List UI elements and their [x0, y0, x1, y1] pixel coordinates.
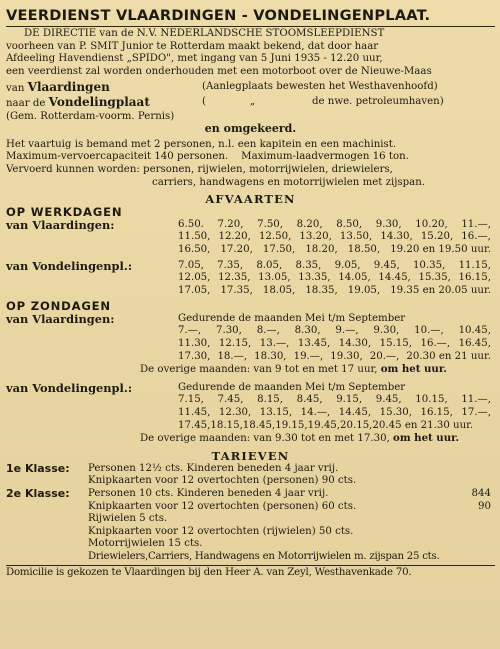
- departure-time: 15.20,: [420, 231, 454, 243]
- route-return: en omgekeerd.: [204, 123, 297, 136]
- intro-line: voorheen van P. SMIT Junior te Rotterdam maakt bekend, dat door haar: [6, 40, 379, 52]
- departure-time: 17.35,: [220, 284, 253, 296]
- route-from-note: (Aanlegplaats bewesten het Westhavenhoofd): [202, 81, 438, 93]
- zondagen-other-bold: om het uur.: [380, 363, 447, 376]
- intro-text: [6, 28, 495, 78]
- departure-time: 12.35,: [218, 272, 251, 284]
- departure-time: 12.05,: [178, 272, 211, 284]
- klasse-2-line-wide: Driewielers,Carriers, Handwagens en Motorrijwielen m. zijspan 25 cts.: [88, 550, 440, 562]
- departure-time: 8.—,: [256, 325, 280, 337]
- departure-time: 19.30,: [330, 350, 363, 362]
- departure-time: 16.15,: [420, 407, 453, 419]
- departure-time: 17.—,: [461, 407, 491, 419]
- departure-time: 12.15,: [218, 338, 252, 350]
- departure-time: 8.20,: [296, 218, 323, 230]
- departure-time: 13.05,: [258, 272, 291, 284]
- zondagen-from-label-2: van Vondelingenpl.:: [6, 380, 133, 395]
- vessel-line: Het vaartuig is bemand met 2 personen, n.l. een kapitein en een machinist.: [6, 138, 397, 150]
- departure-time: 11.—,: [461, 218, 491, 230]
- zondagen-other-text-2: De overige maanden: van 9.30 tot en met 17.30,: [140, 433, 390, 445]
- departure-time: 18.20,: [305, 243, 338, 255]
- time-row: [178, 420, 495, 433]
- klasse-1-line: Knipkaarten voor 12 overtochten (personen) 90 cts.: [88, 475, 357, 487]
- werkdagen-from-label: van Vlaardingen:: [6, 217, 115, 232]
- departure-time: 14.—,: [300, 407, 331, 419]
- departure-time: 14.05,: [338, 272, 371, 284]
- klasse-2-line: Motorrijwielen 15 cts.: [88, 538, 203, 550]
- departure-time: 13.20,: [299, 231, 332, 243]
- route-to-place: Vondelingplaat: [48, 94, 150, 109]
- departure-time: 9.05,: [334, 259, 361, 271]
- time-row: [178, 407, 495, 420]
- departure-time: 9.45,: [375, 394, 402, 406]
- zondagen-other-text: De overige maanden: van 9 tot en met 17 uur,: [140, 364, 378, 376]
- klasse-2-line: Knipkaarten voor 12 overtochten (rijwielen) 50 cts.: [88, 525, 354, 537]
- departure-time: 17.30,: [178, 350, 211, 362]
- route-from: [6, 81, 495, 96]
- tarief-klasse-2: [6, 488, 495, 551]
- klasse-1-line: Personen 12½ cts. Kinderen beneden 4 jaar vrij.: [88, 462, 339, 474]
- zondagen-vlaardingen: [6, 300, 495, 363]
- departure-time: 7.35,: [217, 259, 244, 271]
- zondagen-other-bold-2: om het uur.: [393, 432, 460, 445]
- headline: VEERDIENST VLAARDINGEN - VONDELINGENPLAAT.: [6, 7, 431, 24]
- departure-time: 10.20,: [415, 218, 448, 230]
- departure-time: 11.15,: [458, 259, 491, 271]
- werkdagen-vlaardingen: [6, 206, 495, 256]
- footer-rule: [6, 565, 495, 566]
- departure-time: 7.—,: [178, 325, 202, 337]
- route-from-place: Vlaardingen: [27, 80, 110, 95]
- vessel-line: Maximum-vervoercapaciteit 140 personen. Maximum-laadvermogen 16 ton.: [6, 151, 409, 163]
- ad-number-2: 90: [478, 500, 491, 512]
- departure-time: 7.05,: [178, 259, 204, 271]
- departure-time: 11.—,: [461, 394, 491, 406]
- departure-time: 8.50,: [336, 218, 363, 230]
- departure-time: 13.50,: [339, 231, 373, 243]
- zondagen-other-months: [6, 363, 495, 377]
- departure-time: 16.—,: [420, 338, 451, 350]
- zondagen-from-label: van Vlaardingen:: [6, 311, 115, 326]
- route-to-note-open: (: [202, 95, 206, 107]
- departure-time: 13.15,: [259, 407, 293, 419]
- afvaarten-title: AFVAARTEN: [205, 192, 296, 207]
- departure-time: 14.45,: [378, 272, 411, 284]
- intro-line: DE DIRECTIE van de N.V. NEDERLANDSCHE STOOMSLEEPDIENST: [24, 28, 385, 39]
- departure-time: 13.45,: [297, 338, 331, 350]
- zondagen-period: Gedurende de maanden Mei t/m September: [178, 312, 406, 324]
- zondagen-times-2: [178, 382, 495, 432]
- time-row: [178, 351, 495, 364]
- departure-time: 18.—,: [217, 350, 248, 362]
- zondagen-period-2: Gedurende de maanden Mei t/m September: [178, 381, 406, 393]
- departure-time: 20.30 en 21 uur.: [406, 350, 491, 362]
- departure-time: 11.45,: [178, 407, 211, 419]
- departure-time: 7.15,: [178, 394, 204, 406]
- departure-time: 18.05,: [262, 284, 296, 296]
- departure-time: 8.30,: [294, 325, 321, 337]
- route: [6, 81, 495, 135]
- intro-line: Afdeeling Havendienst „SPIDO", met ingang van 5 Juni 1935 - 12.20 uur,: [6, 53, 383, 65]
- departure-time: 14.30,: [380, 231, 413, 243]
- route-to: [6, 96, 495, 111]
- departure-time: 7.50,: [257, 218, 284, 230]
- time-row: [178, 272, 495, 285]
- route-gem-note: (Gem. Rotterdam-voorm. Pernis): [6, 110, 175, 122]
- route-to-prefix: naar de: [6, 97, 46, 109]
- tarieven-title: TARIEVEN: [211, 448, 290, 463]
- departure-time: 9.15,: [336, 394, 363, 406]
- departure-time: 17.20,: [220, 243, 253, 255]
- zondagen-label: OP ZONDAGEN: [6, 299, 111, 314]
- departure-time: 11.30,: [178, 338, 211, 350]
- departure-time: 13.35,: [298, 272, 331, 284]
- departure-time: 7.20,: [217, 218, 244, 230]
- domicilie: Domicilie is gekozen te Vlaardingen bij den Heer A. van Zeyl, Westhavenkade 70.: [6, 566, 412, 578]
- departure-time: 18.35,: [305, 284, 338, 296]
- departure-time: 14.45,: [338, 407, 372, 419]
- departure-time: 15.30,: [379, 407, 413, 419]
- time-row: [178, 260, 495, 273]
- time-row: [178, 325, 495, 338]
- departure-time: 10.15,: [415, 394, 448, 406]
- departure-time: 13.—,: [259, 338, 290, 350]
- departure-time: 19.—,: [293, 350, 324, 362]
- departure-time: 12.30,: [218, 407, 252, 419]
- departure-time: 6.50.: [178, 218, 204, 230]
- vessel-line: carriers, handwagens en motorrijwielen met zijspan.: [152, 176, 425, 188]
- departure-time: 10.45,: [458, 325, 491, 337]
- werkdagen-times: [178, 206, 495, 256]
- departure-time: 18.30,: [254, 350, 287, 362]
- klasse-2-line: Rijwielen 5 cts.: [88, 513, 168, 525]
- werkdagen-times-2: [178, 260, 495, 298]
- klasse-1-label: 1e Klasse:: [6, 461, 70, 475]
- ad-number: 844: [471, 488, 491, 499]
- headline-rule: [6, 26, 495, 27]
- departure-time: 10.35,: [412, 259, 446, 271]
- departure-time: 19.05,: [347, 284, 381, 296]
- werkdagen-from-label-2: van Vondelingenpl.:: [6, 258, 133, 273]
- departure-time: 19.20 en 19.50 uur.: [390, 243, 491, 255]
- departure-time: 9.—,: [335, 325, 359, 337]
- departure-time: 14.30,: [338, 338, 372, 350]
- route-to-note: de nwe. petroleumhaven): [312, 95, 444, 107]
- time-row: [178, 285, 495, 298]
- departure-time: 10.—,: [414, 325, 444, 337]
- time-row: [178, 244, 495, 257]
- werkdagen-vondelingenpl: [6, 260, 495, 298]
- vessel-line: Vervoerd kunnen worden: personen, rijwielen, motorrijwielen, driewielers,: [6, 163, 393, 175]
- klasse-2-label: 2e Klasse:: [6, 487, 70, 500]
- departure-time: 17.05,: [178, 284, 211, 296]
- departure-time: 19.35 en 20.05 uur.: [390, 284, 491, 296]
- zondagen-vondelingenpl: [6, 382, 495, 432]
- departure-time: 9.30,: [373, 325, 400, 337]
- departure-time: 16.—,: [461, 231, 491, 243]
- departure-time: 8.45,: [296, 394, 323, 406]
- klasse-2-line: Personen 10 cts. Kinderen beneden 4 jaar vrij.: [88, 488, 329, 499]
- intro-line: een veerdienst zal worden onderhouden met een motorboot over de Nieuwe-Maas: [6, 65, 432, 77]
- departure-time: 9.30,: [375, 218, 402, 230]
- departure-time: 16.15,: [458, 272, 491, 284]
- tarief-klasse-1: [6, 463, 495, 488]
- route-to-note-ditto: „: [250, 95, 256, 107]
- departure-time: 12.50,: [258, 231, 292, 243]
- klasse-2-line: Knipkaarten voor 12 overtochten (personen) 60 cts.: [88, 500, 357, 512]
- departure-time: 8.15,: [257, 394, 284, 406]
- departure-time: 9.45,: [373, 259, 400, 271]
- departure-time: 16.50,: [178, 243, 211, 255]
- zondagen-other-months-2: [6, 432, 495, 446]
- departure-time: 7.30,: [215, 325, 242, 337]
- vessel-info: [6, 139, 495, 189]
- departure-time: 18.50,: [347, 243, 381, 255]
- departure-time: 17.50,: [262, 243, 296, 255]
- departure-time: 7.45,: [217, 394, 244, 406]
- departure-time: 16.45,: [458, 338, 491, 350]
- departure-time: 20.—,: [369, 350, 400, 362]
- time-row: [178, 231, 495, 244]
- time-row: [178, 219, 495, 232]
- zondagen-times: [178, 300, 495, 363]
- departure-time: 17.45,18.15,18.45,19.15,19.45,20.15,20.45 en 21.30 uur.: [178, 419, 474, 431]
- departure-time: 11.50,: [178, 231, 211, 243]
- time-row: [178, 338, 495, 351]
- departure-time: 8.05,: [256, 259, 283, 271]
- departure-time: 15.35,: [418, 272, 451, 284]
- departure-time: 8.35,: [295, 259, 322, 271]
- route-from-prefix: van: [6, 83, 25, 95]
- departure-time: 12.20,: [218, 231, 251, 243]
- time-row: [178, 394, 495, 407]
- werkdagen-label: OP WERKDAGEN: [6, 205, 123, 220]
- departure-time: 15.15,: [379, 338, 413, 350]
